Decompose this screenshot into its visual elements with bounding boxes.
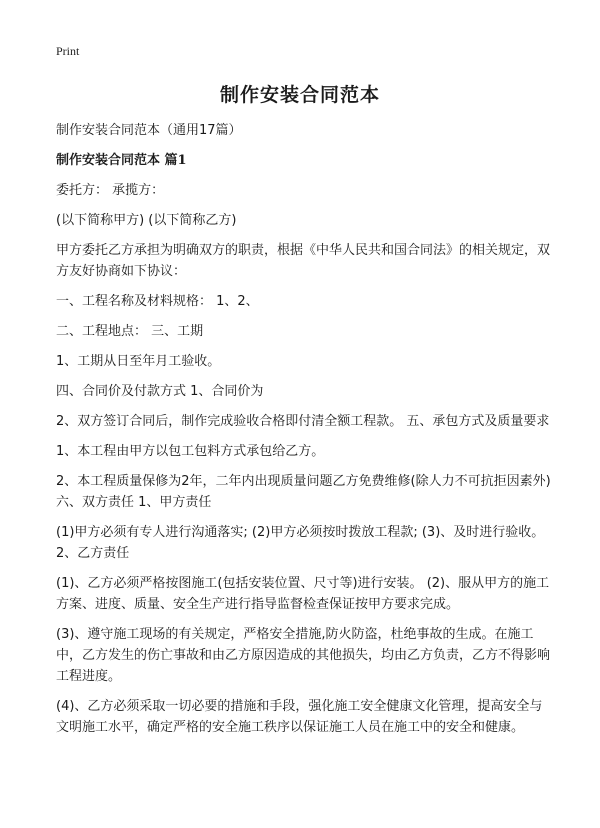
document-title: 制作安装合同范本 xyxy=(219,84,380,106)
document-body xyxy=(56,120,552,747)
paragraph: 委托方： 承揽方： xyxy=(56,183,165,198)
paragraph: (3)、遵守施工现场的有关规定，严格安全措施,防火防盗，杜绝事故的生成。在施工中，乙方发生的伤亡事故和由乙方原因造成的其他损失，均由乙方负责，乙方不得影响工程进度。 xyxy=(56,627,551,684)
paragraph: 制作安装合同范本（通用17篇） xyxy=(56,123,242,138)
section-heading: 制作安装合同范本 篇1 xyxy=(56,153,187,168)
paragraph: 二、工程地点： 三、工期 xyxy=(56,324,204,339)
paragraph: 甲方委托乙方承担为明确双方的职责，根据《中华人民共和国合同法》的相关规定，双方友好协商如下协议： xyxy=(56,243,551,279)
paragraph: (1)、乙方必须严格按图施工(包括安装位置、尺寸等)进行安装。 (2)、服从甲方的施工方案、进度、质量、安全生产进行指导监督检查保证按甲方要求完成。 xyxy=(56,576,550,612)
paragraph: (以下简称甲方) (以下简称乙方) xyxy=(56,213,237,228)
paragraph: 2、双方签订合同后，制作完成验收合格即付清全额工程款。 五、承包方式及质量要求 xyxy=(56,414,550,429)
paragraph: 一、工程名称及材料规格： 1、2、 xyxy=(56,294,259,309)
paragraph: (4)、乙方必须采取一切必要的措施和手段，强化施工安全健康文化管理，提高安全与文明施工水平，确定严格的安全施工秩序以保证施工人员在施工中的安全和健康。 xyxy=(56,699,543,735)
paragraph: 2、本工程质量保修为2年，二年内出现质量问题乙方免费维修(除人力不可抗拒因素外) 六、双方责任 1、甲方责任 xyxy=(56,474,551,510)
paragraph: (1)甲方必须有专人进行沟通落实; (2)甲方必须按时拨放工程款; (3)、及时进行验收。 2、乙方责任 xyxy=(56,525,545,561)
paragraph: 1、本工程由甲方以包工包料方式承包给乙方。 xyxy=(56,444,325,459)
print-link[interactable]: Print xyxy=(56,44,80,58)
paragraph: 1、工期从日至年月工验收。 xyxy=(56,354,221,369)
paragraph: 四、合同价及付款方式 1、合同价为 xyxy=(56,384,264,399)
